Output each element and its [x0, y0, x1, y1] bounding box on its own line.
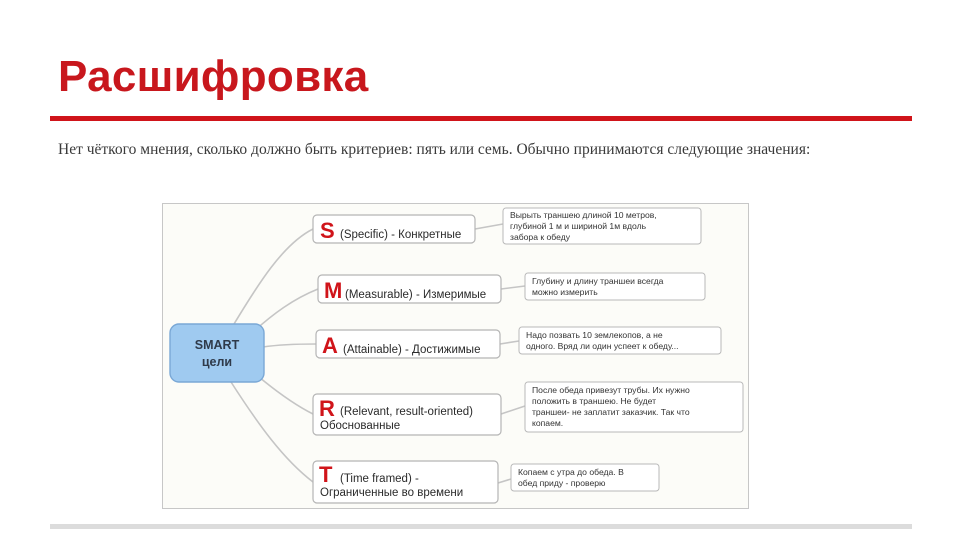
criterion-letter: R	[319, 396, 335, 421]
title-divider	[50, 116, 912, 121]
note-line: обед приду - проверю	[518, 478, 606, 488]
criterion-letter: S	[320, 218, 335, 243]
criterion-m	[318, 275, 501, 303]
note-line: После обеда привезут трубы. Их нужно	[532, 385, 690, 395]
criterion-letter: T	[319, 462, 333, 487]
center-line-2: цели	[201, 355, 233, 369]
note-t	[511, 464, 659, 491]
note-r	[525, 382, 743, 432]
branch-a	[263, 344, 316, 347]
smart-center-node	[170, 324, 264, 382]
note-line: положить в траншею. Не будет	[532, 396, 657, 406]
link-a	[500, 341, 519, 344]
note-line: можно измерить	[532, 287, 598, 297]
note-m	[525, 273, 705, 300]
note-line: копаем.	[532, 418, 564, 428]
criterion-label: Ограниченные во времени	[320, 487, 464, 499]
intro-paragraph: Нет чёткого мнения, сколько должно быть критериев: пять или семь. Обычно принимаются следующие значения:	[58, 141, 811, 158]
criterion-s	[313, 215, 475, 243]
note-line: Надо позвать 10 землекопов, а не	[526, 330, 663, 340]
note-line: забора к обеду	[510, 232, 571, 242]
criterion-letter: A	[322, 333, 338, 358]
note-s	[503, 208, 701, 244]
branch-s	[231, 229, 313, 329]
note-line: Вырыть траншею длиной 10 метров,	[510, 210, 657, 220]
criterion-t	[313, 461, 498, 503]
criterion-label: (Relevant, result-oriented)	[340, 406, 473, 418]
criterion-label: (Time framed) -	[340, 473, 419, 485]
center-line-1: SMART	[194, 338, 240, 352]
criterion-label: Обоснованные	[320, 420, 401, 432]
link-r	[501, 406, 525, 414]
criterion-label: (Specific) - Конкретные	[340, 229, 462, 241]
link-s	[475, 224, 503, 229]
link-m	[501, 286, 525, 289]
note-line: траншеи- не заплатит заказчик. Так что	[532, 407, 690, 417]
criterion-label: (Measurable) - Измеримые	[345, 289, 487, 301]
link-t	[498, 479, 511, 483]
note-line: Копаем с утра до обеда. В	[518, 467, 624, 477]
criterion-letter: M	[324, 278, 343, 303]
note-line: одного. Вряд ли один успеет к обеду...	[526, 341, 679, 351]
note-line: Глубину и длину траншеи всегда	[532, 276, 664, 286]
criterion-a	[316, 330, 500, 358]
branch-m	[253, 289, 318, 332]
criterion-label: (Attainable) - Достижимые	[343, 344, 481, 356]
note-a	[519, 327, 721, 354]
footer-divider	[50, 524, 912, 529]
slide-title: Расшифровка	[58, 52, 369, 101]
smart-diagram	[162, 203, 749, 509]
branch-t	[231, 382, 313, 482]
criterion-r	[313, 394, 501, 435]
note-line: глубиной 1 м и шириной 1м вдоль	[510, 221, 647, 231]
